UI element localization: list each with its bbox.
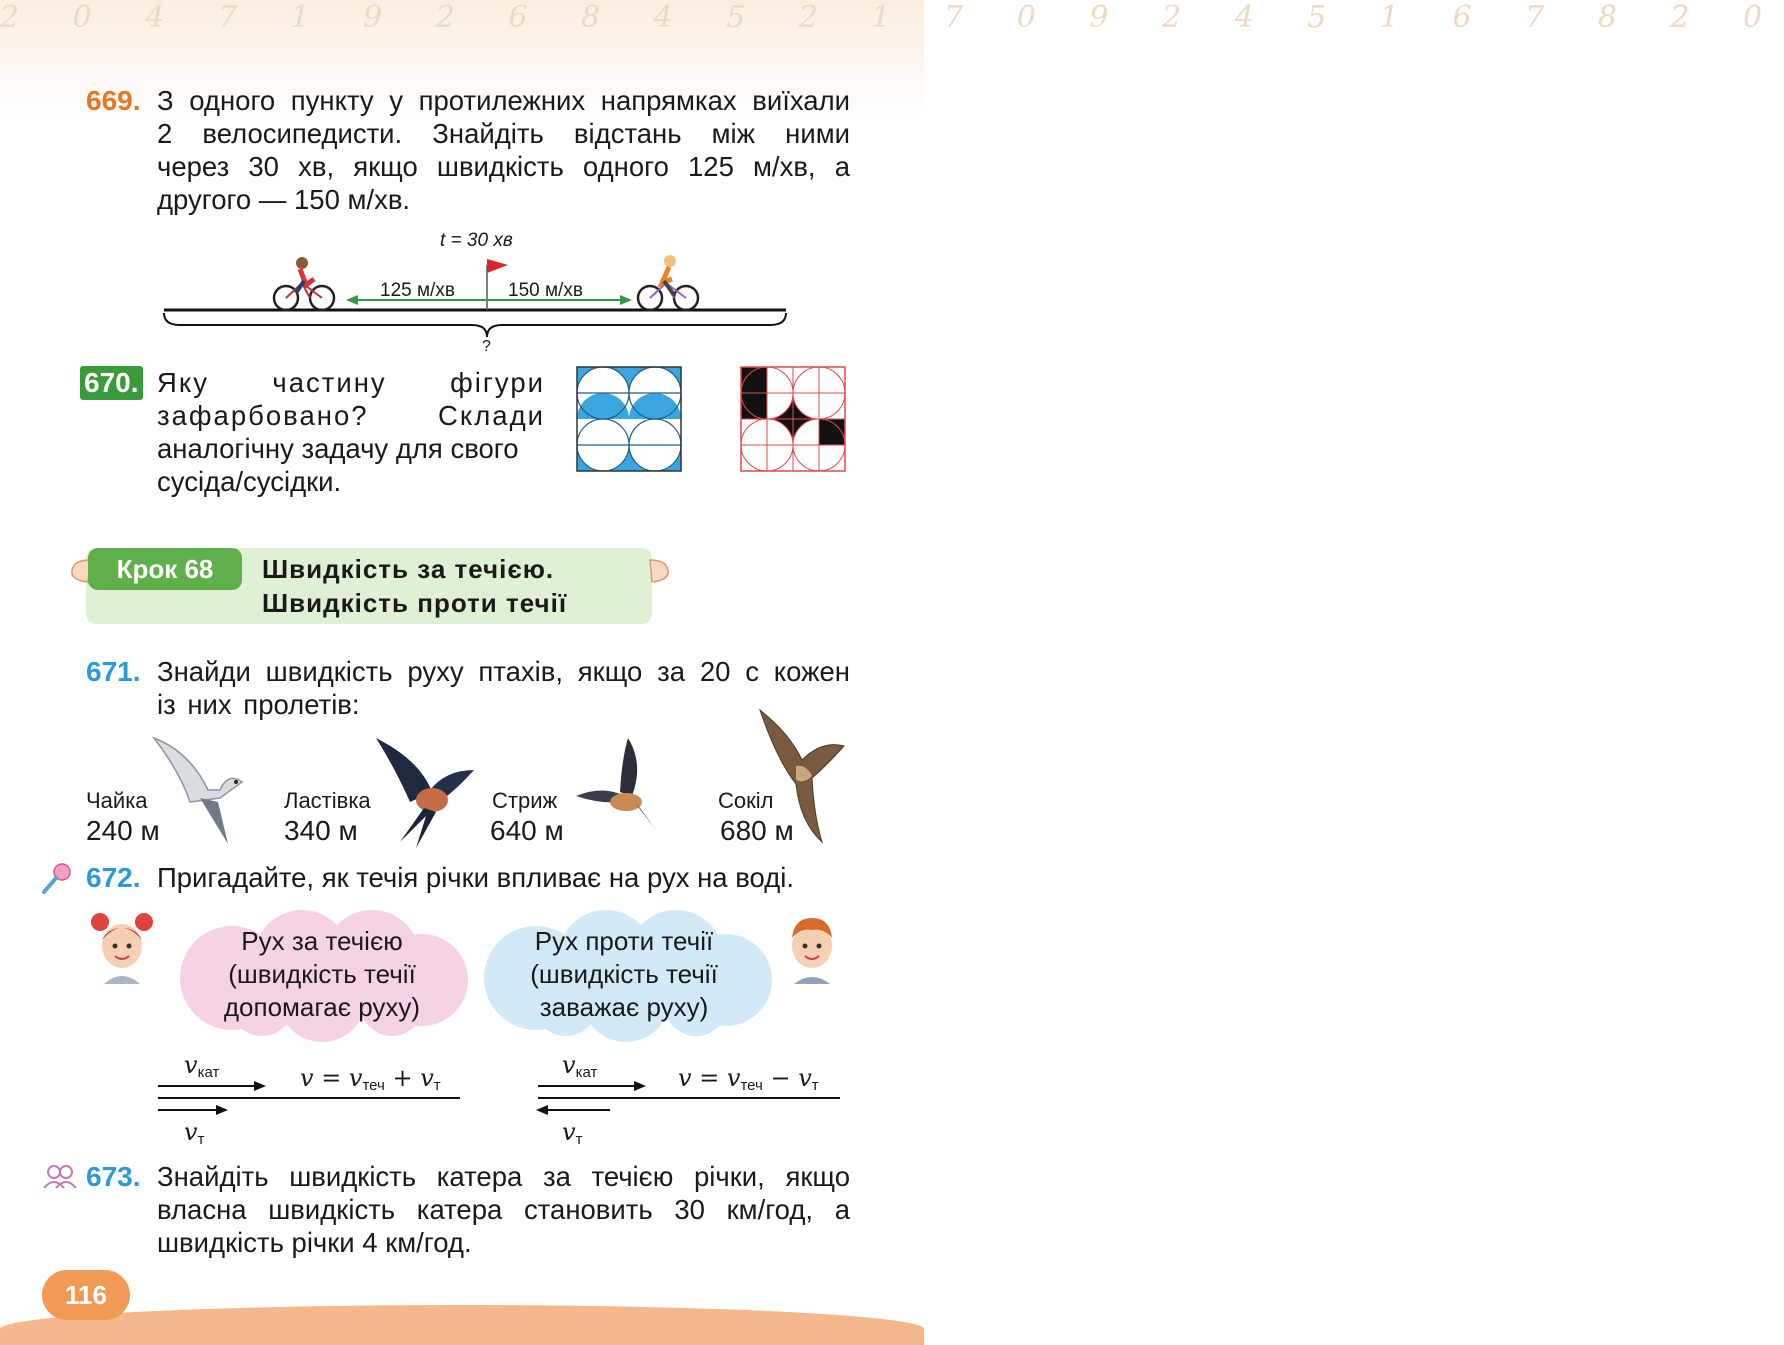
arrow-right-head — [620, 295, 632, 305]
exercise-669-number: 669. — [86, 85, 141, 116]
formula-right-vkat: $v_{кат}$ — [562, 1051, 598, 1081]
lesson-title-line-1: Швидкість за течією. — [262, 554, 555, 584]
right-hand-icon — [646, 556, 672, 586]
formula-left-equation: $v = v_{теч} + v_т$ — [300, 1064, 441, 1094]
figure-circles-blue — [576, 366, 684, 472]
exercise-669-line-2: 2 велосипедисти. Знайдіть відстань між ними — [157, 118, 850, 149]
pair-work-icon — [40, 1162, 80, 1192]
swallow-image — [370, 730, 480, 850]
arrow-left-head — [346, 295, 358, 305]
figure-star-grid — [740, 366, 848, 472]
cloud-left-line-2: (швидкість течії — [228, 959, 416, 989]
exercise-672-number: 672. — [86, 862, 141, 893]
formula-right-vt: $v_т$ — [562, 1118, 583, 1148]
time-label: t = 30 хв — [440, 230, 513, 251]
formula-left-vkat: $v_{кат}$ — [184, 1051, 220, 1081]
exercise-670-line-4: сусіда/сусідки. — [157, 466, 342, 497]
formula-left-vt: $v_т$ — [184, 1118, 205, 1148]
left-cyclist-icon — [274, 257, 334, 310]
exercise-671-line-1: Знайди швидкість руху птахів, якщо за 20 с кожен — [157, 656, 850, 687]
exercise-673-line-1: Знайдіть швидкість катера за течією річки, якщо — [157, 1161, 850, 1192]
seagull-image — [150, 732, 250, 847]
exercise-670-number: 670. — [80, 366, 143, 400]
exercise-669-line-3: через 30 хв, якщо швидкість одного 125 м/хв, а — [157, 151, 850, 182]
background-digits-pattern: 2 0 4 7 1 9 2 6 8 4 5 2 1 7 0 9 2 4 5 1 6 7 8 2 0 — [0, 0, 1784, 35]
bird-distance-swift: 640 м — [490, 815, 564, 846]
cloud-right-line-1: Рух проти течії — [534, 926, 714, 956]
distance-brace — [164, 313, 786, 337]
exercise-671-number: 671. — [86, 656, 141, 687]
exercise-671-line-2: із них пролетів: — [157, 689, 360, 720]
swift-image — [570, 734, 660, 834]
lesson-step-tag: Крок 68 — [88, 548, 242, 590]
exercise-670-line-3: аналогічну задачу для свого — [157, 433, 519, 464]
unknown-distance-label: ? — [482, 338, 491, 355]
bird-distance-seagull: 240 м — [86, 815, 160, 846]
page-bottom-band — [0, 1305, 924, 1345]
right-speed-label: 150 м/хв — [508, 280, 583, 301]
bird-distance-falcon: 680 м — [720, 815, 794, 846]
exercise-670-line-2: зафарбовано? Склади — [157, 400, 545, 431]
bird-name-swift: Стриж — [492, 788, 558, 813]
exercise-669-line-1: З одного пункту у протилежних напрямках виїхали — [157, 85, 850, 116]
boy-avatar — [780, 908, 844, 988]
cloud-right-line-2: (швидкість течії — [530, 959, 718, 989]
exercise-669-line-4: другого — 150 м/хв. — [157, 184, 411, 215]
right-cyclist-icon — [638, 255, 698, 310]
cloud-left-line-1: Рух за течією — [241, 926, 403, 956]
formula-right-equation: $v = v_{теч} - v_т$ — [678, 1064, 819, 1094]
girl-avatar — [90, 908, 154, 988]
flag-icon — [487, 259, 508, 273]
lesson-title-line-2: Швидкість проти течії — [262, 588, 568, 618]
exercise-670-line-1: Яку частину фігури — [157, 367, 545, 398]
bird-name-swallow: Ластівка — [284, 788, 371, 813]
microphone-icon — [40, 862, 74, 896]
exercise-673-line-2: власна швидкість катера становить 30 км/год, а — [157, 1194, 850, 1225]
page-number: 116 — [42, 1270, 130, 1320]
left-speed-label: 125 м/хв — [380, 280, 455, 301]
exercise-673-line-3: швидкість річки 4 км/год. — [157, 1227, 472, 1258]
exercise-673-number: 673. — [86, 1161, 141, 1192]
exercise-672-text: Пригадайте, як течія річки впливає на рух на воді. — [157, 862, 794, 893]
bird-name-seagull: Чайка — [86, 788, 148, 813]
bird-distance-swallow: 340 м — [284, 815, 358, 846]
cloud-left-line-3: допомагає руху) — [223, 992, 421, 1022]
bird-name-falcon: Сокіл — [718, 788, 774, 813]
cloud-right-line-3: заважає руху) — [539, 992, 709, 1022]
